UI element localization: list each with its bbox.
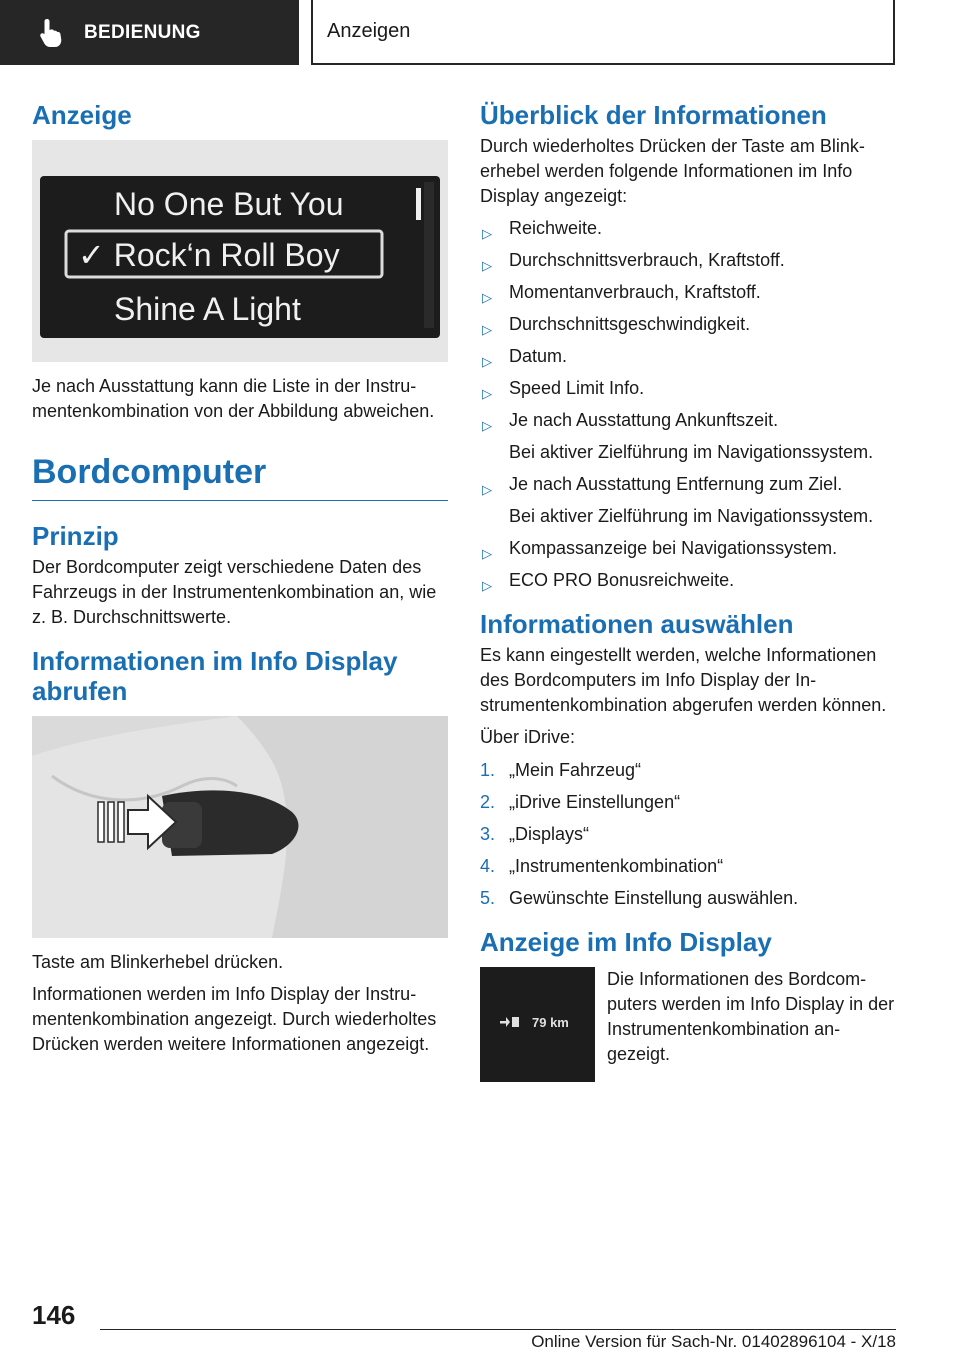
indicator-stalk-figure — [32, 716, 448, 938]
list-item: ▷ Speed Limit Info. — [480, 376, 896, 401]
triangle-bullet-icon: ▷ — [482, 386, 492, 401]
abrufen-text-1: Taste am Blinkerhebel drücken. — [32, 952, 284, 972]
song-item-0: No One But You — [114, 186, 344, 222]
triangle-bullet-icon: ▷ — [482, 258, 492, 273]
abrufen-heading: Informationen im Info Display abrufen — [32, 646, 398, 706]
display-text: Die Informationen des Bordcomputers werden im Info Display in der Instrumentenkombination angezeigt. — [607, 969, 895, 1064]
list-item: ▷ Datum. — [480, 344, 896, 369]
bordcomputer-heading: Bordcomputer — [32, 452, 448, 501]
scrollbar-thumb — [416, 188, 421, 220]
list-item: ▷ Kompassanzeige bei Navigationssystem. — [480, 536, 896, 561]
range-value: 79 km — [532, 1015, 569, 1030]
song-item-2: Shine A Light — [114, 291, 301, 327]
left-column — [32, 100, 448, 1064]
triangle-bullet-icon: ▷ — [482, 578, 492, 593]
list-item: ▷ Durchschnittsgeschwindigkeit. — [480, 312, 896, 337]
triangle-bullet-icon: ▷ — [482, 290, 492, 305]
triangle-bullet-icon: ▷ — [482, 226, 492, 241]
auswaehlen-text: Es kann eingestellt werden, welche Informationen des Bordcomputers im Info Display der Instrumentenkombination abgerufen werden können. — [480, 645, 887, 715]
auswaehlen-heading: Informationen auswählen — [480, 609, 794, 639]
list-item: ▷ Reichweite. — [480, 216, 896, 241]
display-section — [480, 967, 896, 1082]
info-display-figure — [480, 967, 595, 1082]
chapter-label: Anzeigen — [327, 20, 411, 42]
prinzip-heading: Prinzip — [32, 521, 119, 551]
list-item: ▷ Durchschnittsverbrauch, Kraftstoff. — [480, 248, 896, 273]
abrufen-text-2: Informationen werden im Info Display der Instrumentenkombination angezeigt. Durch wiederholtes Drücken werden weitere Informationen angezeigt. — [32, 984, 437, 1054]
indicator-stalk-illustration — [32, 716, 448, 938]
step-item: 5. Gewünschte Einstellung auswählen. — [480, 888, 799, 908]
prinzip-text: Der Bordcomputer zeigt verschiedene Daten des Fahrzeugs in der Instrumentenkombination an, wie z. B. Durchschnittswerte. — [32, 557, 437, 627]
scrollbar-track — [424, 182, 434, 328]
step-item: 3. „Displays“ — [480, 824, 590, 844]
hand-pointer-icon — [38, 17, 64, 49]
header-section-tab — [0, 0, 299, 65]
step-item: 2. „iDrive Einstellungen“ — [480, 792, 681, 812]
triangle-bullet-icon: ▷ — [482, 482, 492, 497]
anzeige-heading: Anzeige — [32, 100, 132, 130]
footer-text: Online Version für Sach-Nr. 01402896104 - X/18 — [531, 1332, 896, 1351]
triangle-bullet-icon: ▷ — [482, 354, 492, 369]
footer-divider — [100, 1329, 896, 1330]
list-item-note: Bei aktiver Zielführung im Navigationssystem. — [509, 506, 874, 526]
right-column — [480, 100, 896, 1082]
ueberblick-heading: Überblick der Informationen — [480, 100, 827, 130]
anzeige-text: Je nach Ausstattung kann die Liste in der Instrumentenkombination von der Abbildung abweichen. — [32, 376, 435, 421]
ueberblick-text: Durch wiederholtes Drücken der Taste am Blinkerhebel werden folgende Informationen im Info Display angezeigt: — [480, 136, 865, 206]
range-display — [480, 967, 595, 1082]
list-item-note: Bei aktiver Zielführung im Navigationssystem. — [509, 442, 874, 462]
idrive-text: Über iDrive: — [480, 727, 576, 747]
song-list-display — [32, 140, 448, 362]
header-chapter-tab — [311, 0, 895, 65]
info-list — [480, 216, 896, 593]
list-item: ▷ Je nach Ausstattung Entfernung zum Ziel. Bei aktiver Zielführung im Navigationssystem. — [480, 472, 896, 529]
list-item: ▷ Je nach Ausstattung Ankunftszeit. Bei aktiver Zielführung im Navigationssystem. — [480, 408, 896, 465]
page-number: 146 — [32, 1300, 76, 1330]
song-item-1: ✓ Rock‘n Roll Boy — [78, 237, 340, 273]
display-heading: Anzeige im Info Display — [480, 927, 772, 957]
list-item: ▷ Momentanverbrauch, Kraftstoff. — [480, 280, 896, 305]
section-label: BEDIENUNG — [84, 21, 201, 43]
triangle-bullet-icon: ▷ — [482, 418, 492, 433]
step-item: 1. „Mein Fahrzeug“ — [480, 760, 642, 780]
step-item: 4. „Instrumentenkombination“ — [480, 856, 724, 876]
triangle-bullet-icon: ▷ — [482, 322, 492, 337]
triangle-bullet-icon: ▷ — [482, 546, 492, 561]
list-item: ▷ ECO PRO Bonusreichweite. — [480, 568, 896, 593]
song-list-figure — [32, 140, 448, 362]
steps-list — [480, 758, 896, 911]
